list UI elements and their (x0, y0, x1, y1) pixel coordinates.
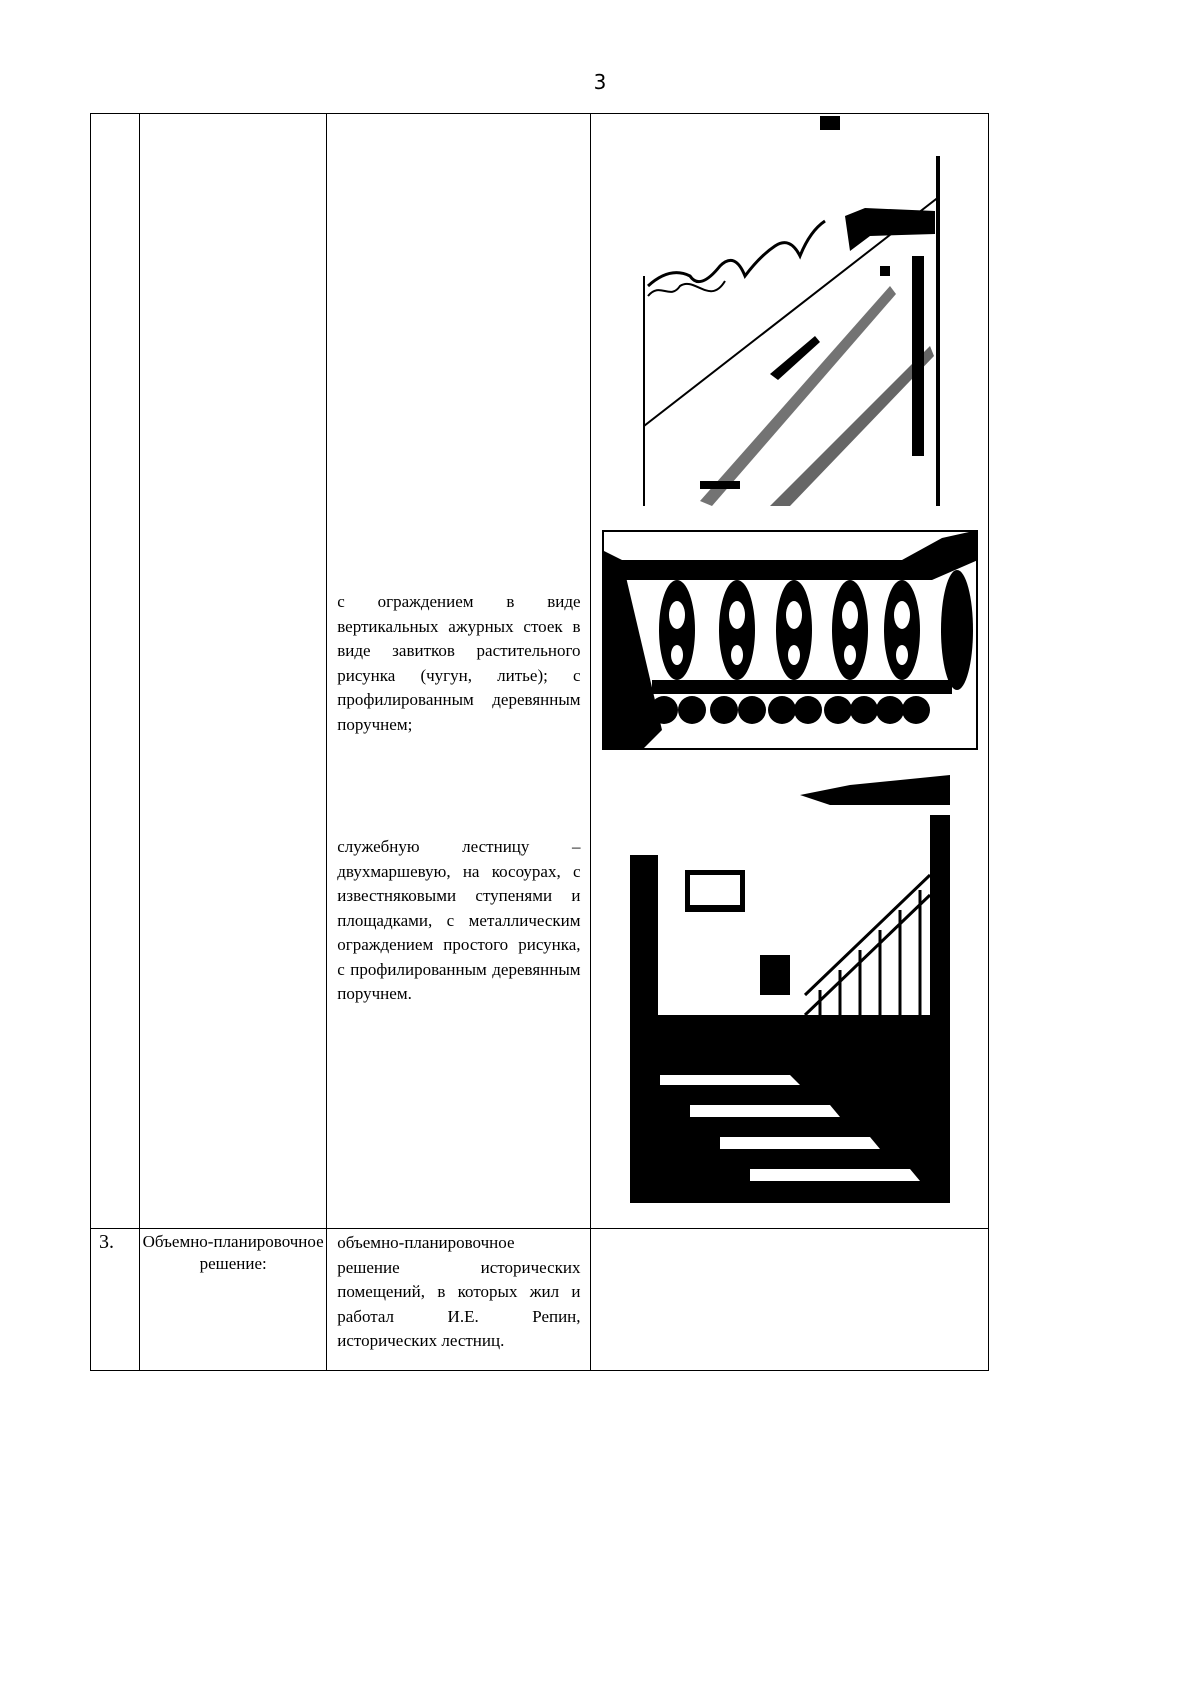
description-cell (327, 114, 590, 1229)
page-number: 3 (593, 70, 607, 94)
stairs-railing-description: с ограждением в виде вертикальных ажурных стоек в виде завитков растительного рисунка (чугун, литье); с профилированным деревянным поручнем; (337, 592, 581, 734)
staircase-landing-photo (640, 116, 940, 506)
row-heading-cell (140, 114, 327, 1229)
row-number-cell (91, 1229, 140, 1371)
row-description: объемно-планировочное решение исторических помещений, в которых жил и работал И.Е. Репин, исторических лестниц. (337, 1233, 581, 1350)
photo-cell (590, 1229, 988, 1371)
row-heading-cell (140, 1229, 327, 1371)
service-staircase-description: служебную лестницу – двухмаршевую, на косоурах, с известняковыми ступенями и площадками, с металлическим ограждением простого рисунка, с профилированным деревянным поручнем. (337, 837, 581, 1003)
row-number: 3. (99, 1231, 114, 1253)
cast-iron-railing-photo (602, 530, 978, 750)
service-staircase-photo (630, 775, 950, 1203)
table-row-3 (91, 1229, 989, 1371)
description-cell (327, 1229, 590, 1371)
row-number-cell (91, 114, 140, 1229)
row-heading: Объемно-планировочное решение: (142, 1232, 324, 1273)
